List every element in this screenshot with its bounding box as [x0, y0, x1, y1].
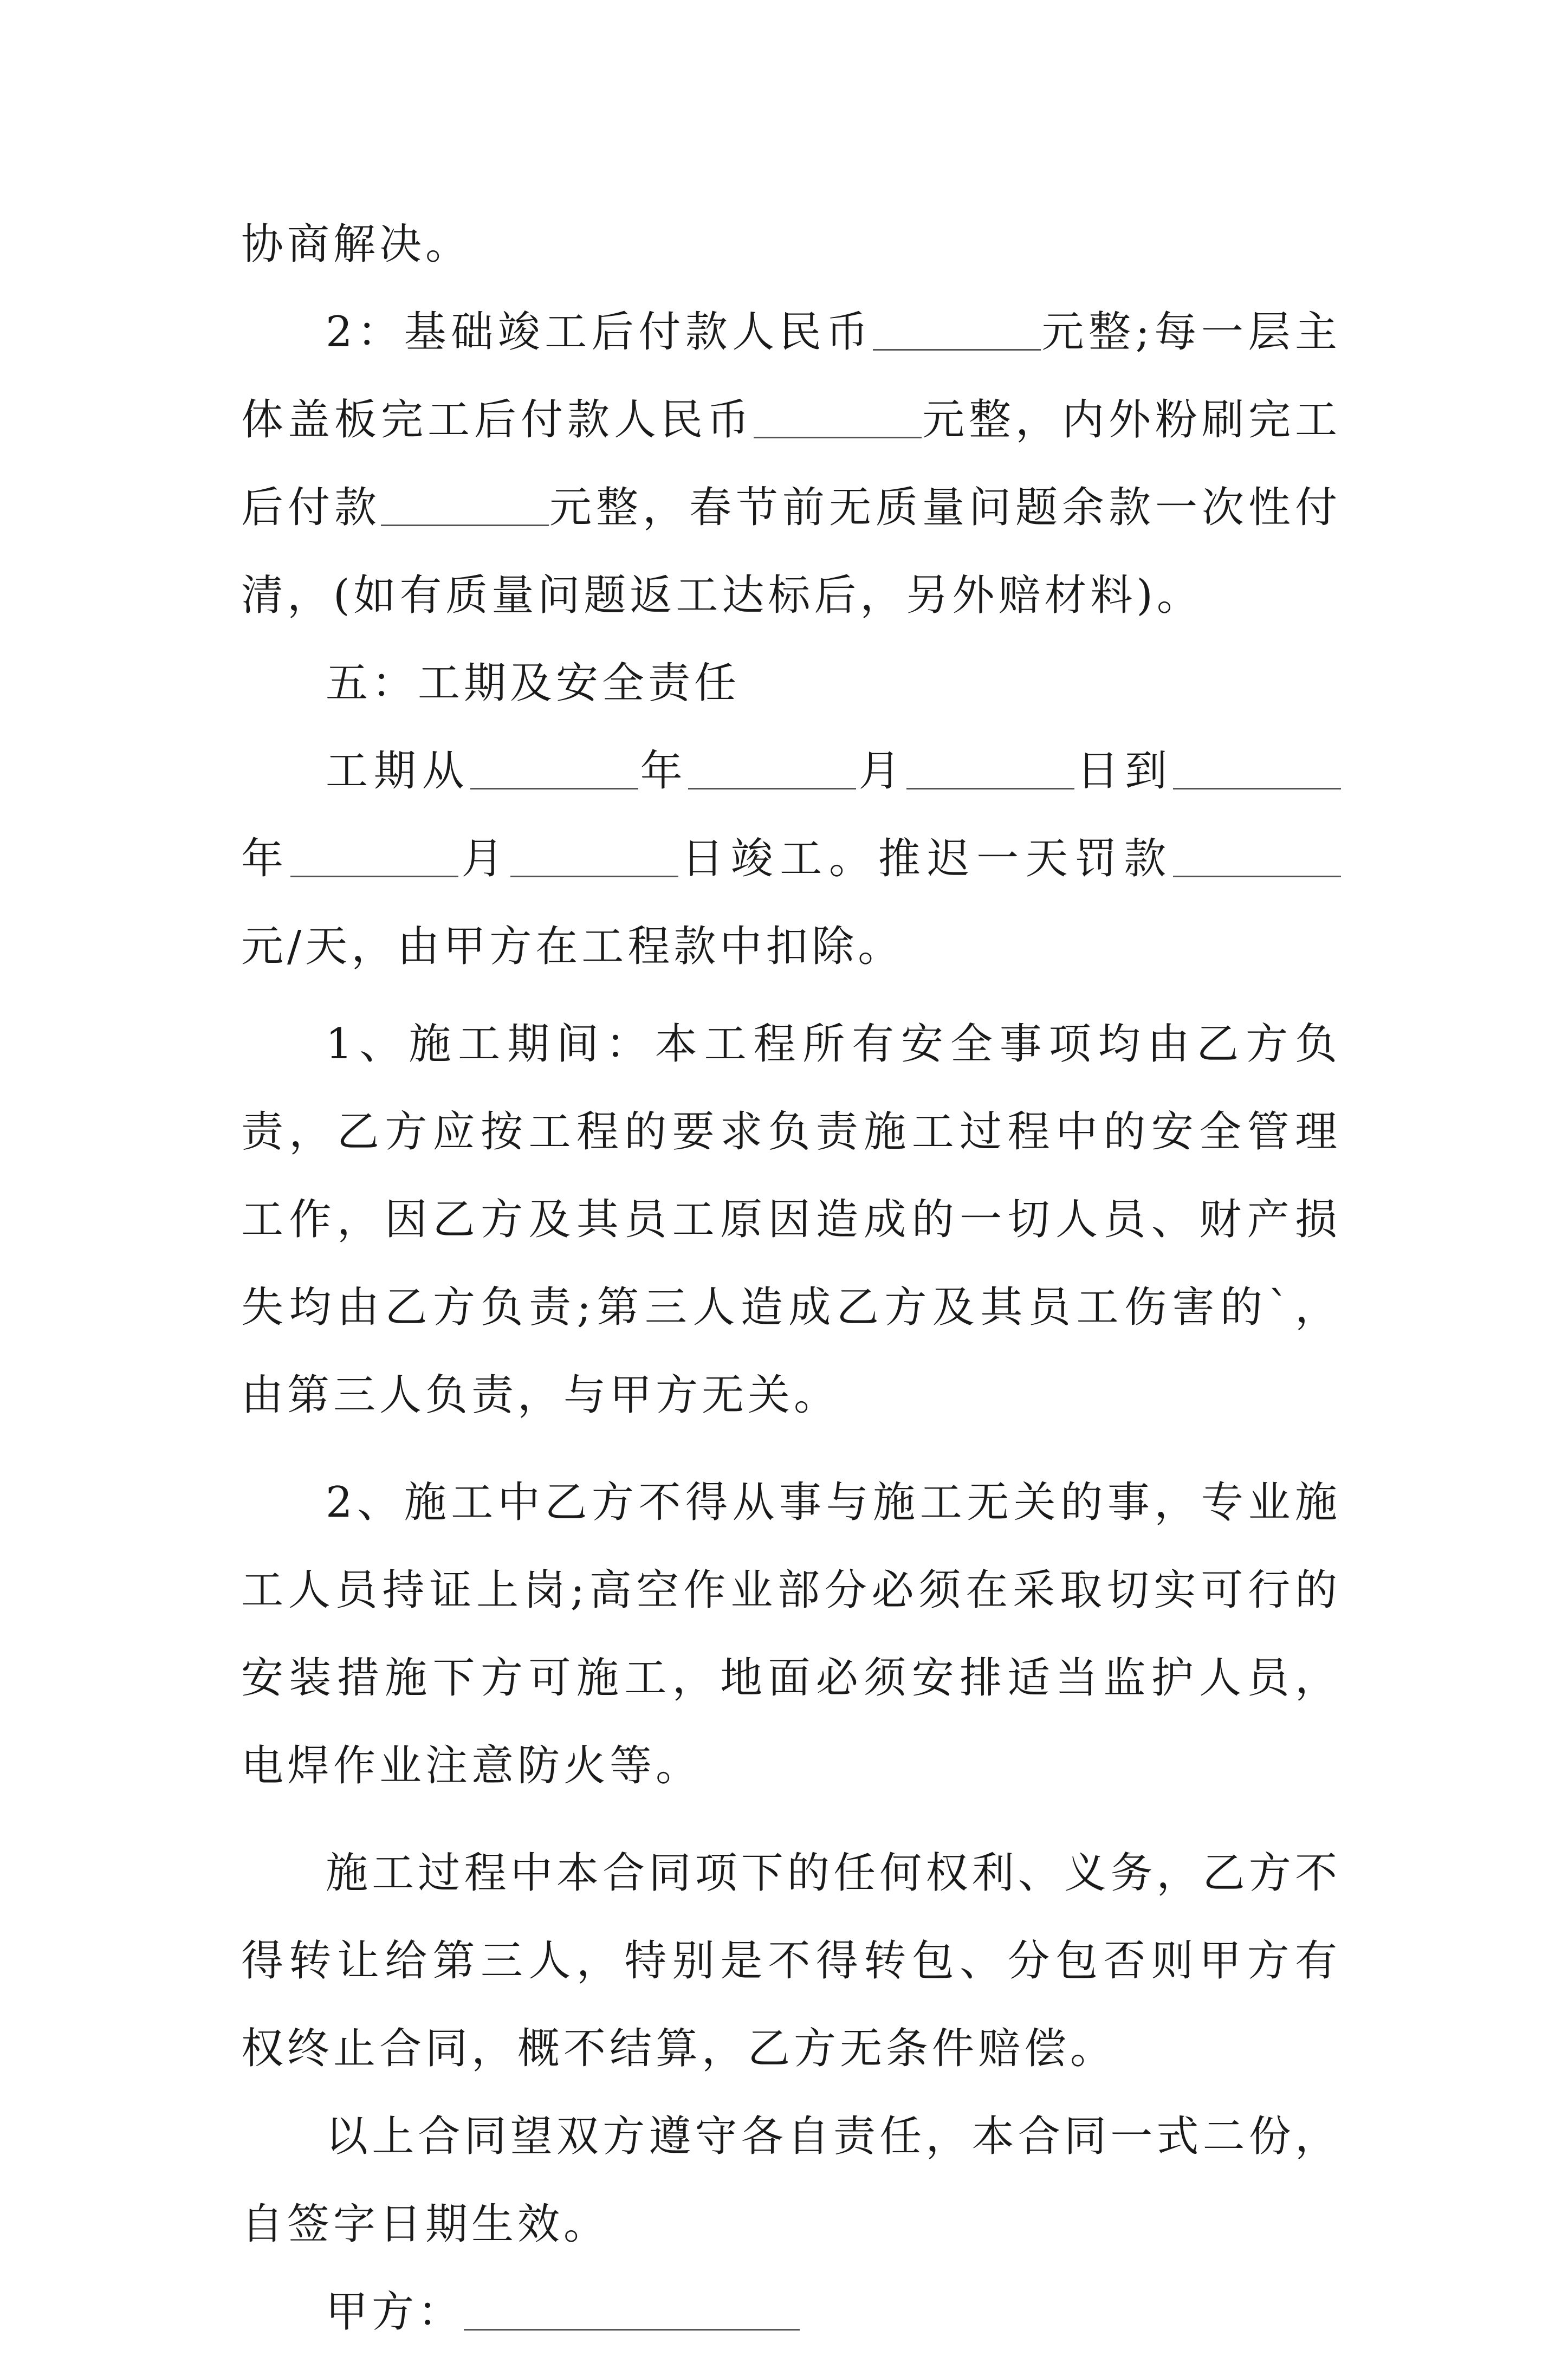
- blank-end-day[interactable]: [510, 838, 678, 877]
- schedule-text-g: 日竣工。推迟一天罚款: [678, 834, 1173, 883]
- blank-party-a-signature[interactable]: [464, 2291, 800, 2331]
- blank-plaster-amount[interactable]: [381, 487, 549, 526]
- party-a-label: 甲方：: [326, 2288, 464, 2336]
- schedule-text-c: 月: [856, 747, 907, 795]
- paragraph-effective: 以上合同望双方遵守各自责任，本合同一式二份，自签字日期生效。: [241, 2112, 1341, 2249]
- section-heading-schedule-safety: 五：工期及安全责任: [326, 659, 741, 708]
- schedule-text-b: 年: [638, 747, 689, 795]
- schedule-text-d: 日到: [1074, 747, 1173, 795]
- paragraph-negotiation: 协商解决。: [241, 220, 472, 269]
- payment-text-c: 元整，内外粉刷完工后付款: [241, 396, 1341, 532]
- paragraph-safety-1: 1、施工期间：本工程所有安全事项均由乙方负责，乙方应按工程的要求负责施工过程中的安全管理工作，因乙方及其员工原因造成的一切人员、财产损失均由乙方负责;第三人造成乙方及其员工伤害的`，由第三人负责，与甲方无关。: [241, 1020, 1341, 1420]
- schedule-text-h: 元/天，由甲方在工程款中扣除。: [241, 922, 904, 971]
- blank-foundation-amount[interactable]: [873, 311, 1041, 351]
- blank-start-year[interactable]: [470, 750, 638, 789]
- paragraph-safety-2: 2、施工中乙方不得从事与施工无关的事，专业施工人员持证上岗;高空作业部分必须在采取切实可行的安装措施下方可施工，地面必须安排适当监护人员，电焊作业注意防火等。: [241, 1478, 1341, 1790]
- schedule-text-a: 工期从: [326, 747, 470, 795]
- blank-end-year[interactable]: [1173, 750, 1341, 789]
- schedule-text-e: 年: [241, 834, 290, 883]
- payment-text-a: 2：基础竣工后付款人民币: [326, 308, 873, 357]
- blank-floor-amount[interactable]: [754, 399, 922, 438]
- blank-penalty-amount[interactable]: [1173, 838, 1341, 877]
- blank-end-month[interactable]: [290, 838, 458, 877]
- document-body: [241, 200, 1341, 2356]
- schedule-text-f: 月: [458, 834, 511, 883]
- payment-text-b: 元整;每一层主体盖板完工后付款人民币: [241, 308, 1341, 444]
- paragraph-no-transfer: 施工过程中本合同项下的任何权利、义务，乙方不得转让给第三人，特别是不得转包、分包否则甲方有权终止合同，概不结算，乙方无条件赔偿。: [241, 1849, 1341, 2073]
- paragraph-payment-terms: [241, 288, 1341, 639]
- payment-text-d: 元整，春节前无质量问题余款一次性付清，(如有质量问题返工达标后，另外赔材料)。: [241, 483, 1341, 620]
- paragraph-schedule: [241, 727, 1341, 991]
- signature-party-a: [241, 2268, 1341, 2356]
- blank-start-day[interactable]: [906, 750, 1074, 789]
- blank-start-month[interactable]: [688, 750, 856, 789]
